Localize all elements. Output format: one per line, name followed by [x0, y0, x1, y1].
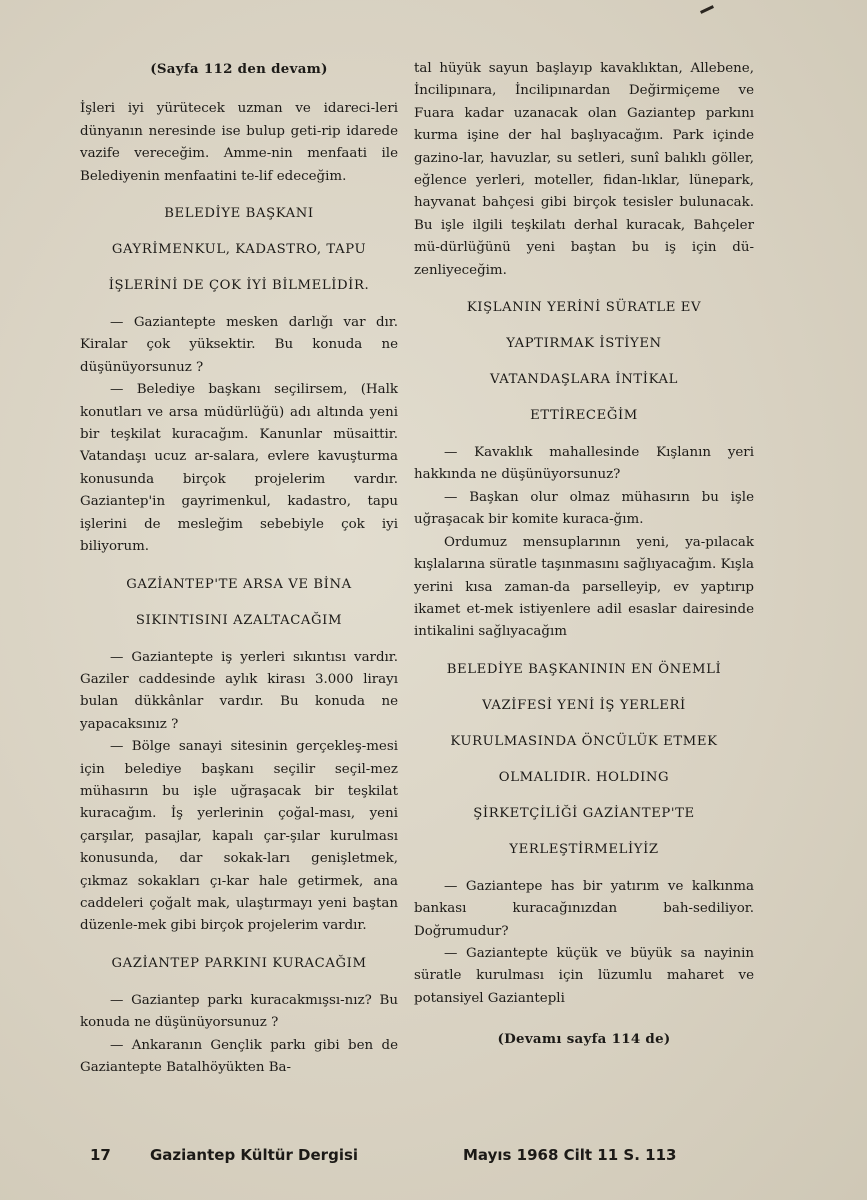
issue-info: Mayıs 1968 Cilt 11 S. 113: [463, 1146, 677, 1164]
heading-line: GAZİANTEP PARKINI KURACAĞIM: [111, 955, 367, 971]
heading-holding: [414, 652, 754, 868]
paragraph-intro: İşleri iyi yürütecek uzman ve idareci-leri dünyanın neresinde ise bulup geti-rip idarede vazife vereceğim. Amme-nin menfaati ile Belediyenin menfaatini te-lif edeceğim.: [80, 101, 398, 184]
question-housing: — Gaziantepte mesken darlığı var dır. Kiralar çok yüksektir. Bu konuda ne düşünüyorsunuz ?: [80, 315, 398, 375]
question-barracks: — Kavaklık mahallesinde Kışlanın yeri hakkında ne düşünüyorsunuz?: [414, 445, 754, 483]
heading-mayor-real-estate: [80, 196, 398, 304]
heading-line: KIŞLANIN YERİNİ SÜRATLE EV: [466, 300, 702, 316]
heading-barracks: [414, 290, 754, 434]
heading-land-shortage: [80, 567, 398, 639]
question-workplaces: — Gaziantepte iş yerleri sıkıntısı vardır. Gaziler caddesinde aylık kirası 3.000 lirayı bulan dükkânlar vardır. Bu konuda ne yapacaksınız ?: [80, 649, 398, 732]
heading-line: YERLEŞTİRMELİYİZ: [509, 841, 659, 857]
answer-park-start: — Ankaranın Gençlik parkı gibi ben de Gaziantepte Batalhöyükten Ba-: [80, 1037, 398, 1075]
page-number: 17: [90, 1146, 111, 1164]
answer-barracks-2: Ordumuz mensuplarının yeni, ya-pılacak kışlalarına süratle taşınmasını sağlıyacağım. Kışla yerini kısa zaman-da parselleyip, ev yaptırıp ikamet et-mek istiyenlere adil esaslar dairesinde intikalini sağlıyacağım: [414, 534, 754, 640]
continued-note: (Sayfa 112 den devam): [150, 61, 328, 77]
page-footer: [0, 1146, 867, 1176]
ink-mark: [700, 5, 714, 14]
heading-park: [80, 946, 398, 982]
answer-bank: — Gaziantepte küçük ve büyük sa nayinin süratle kurulması için lüzumlu maharet ve potansiyel Gaziantepli: [414, 945, 754, 1006]
heading-line: SIKINTISINI AZALTACAĞIM: [135, 612, 343, 628]
heading-line: KURULMASINDA ÖNCÜLÜK ETMEK: [450, 733, 718, 749]
heading-line: VATANDAŞLARA İNTİKAL: [490, 372, 678, 388]
question-park: — Gaziantep parkı kuracakmışsı-nız? Bu konuda ne düşünüyorsunuz ?: [80, 992, 398, 1031]
heading-line: GAYRİMENKUL, KADASTRO, TAPU: [111, 242, 367, 258]
right-column: [414, 58, 754, 1069]
answer-housing: — Belediye başkanı seçilirsem, (Halk konutları ve arsa müdürlüğü) adı altında yeni bir teşkilat kuracağım. Kanunlar müsaittir. Vatandaşı ucuz ar-salara, evlere kavuşturma konusunda birçok projelerim vardır. Gaziantep'in gayrimenkul, kadastro, tapu işlerini de mesleğim sebebiyle çok iyi biliyorum.: [80, 382, 398, 555]
answer-workplaces: — Bölge sanayi sitesinin gerçekleş-mesi için belediye başkanı seçilir seçil-mez mühasırın bu işle uğraşacak bir teşkilat kuracağım. İş yerlerinin çoğal-ması, yeni çarşılar, pasajlar, kapalı çar-şılar kurulması konusunda, dar sokak-ları genişletmek, çıkmaz sokakları çı-kar hale getirmek, ana caddeleri çoğalt mak, ulaştırmayı yeni baştan düzenle-mek gibi birçok projelerim vardır.: [80, 739, 398, 934]
heading-line: OLMALIDIR. HOLDING: [498, 769, 670, 785]
heading-line: ŞİRKETÇİLİĞİ GAZİANTEP'TE: [473, 805, 695, 821]
left-column: [80, 58, 398, 1079]
heading-line: ETTİRECEĞİM: [530, 408, 638, 424]
magazine-name: Gaziantep Kültür Dergisi: [150, 1146, 359, 1164]
answer-park-continued: tal hüyük sayun başlayıp kavaklıktan, Allebene, İncilipınara, İncilipınardan Değirmiçeme ve Fuara kadar uzanacak olan Gaziantep parkını kurma işine der hal başlıyacağım. Park içinde gazino-lar, havuzlar, su setleri, sunî balıklı göller, eğlence yerleri, moteller, fidan-lıklar, lünepark, hayvanat bahçesi gibi birçok tesisler bulunacak. Bu işle ilgili teşkilatı derhal kuracak, Bahçeler mü-dürlüğünü yeni baştan bu iş için dü-zenliyeceğim.: [414, 61, 754, 278]
continued-next-page: (Devamı sayfa 114 de): [497, 1031, 671, 1048]
answer-barracks-1: — Başkan olur olmaz mühasırın bu işle uğraşacak bir komite kuraca-ğım.: [414, 489, 754, 528]
heading-line: YAPTIRMAK İSTİYEN: [506, 336, 662, 352]
heading-line: BELEDİYE BAŞKANININ EN ÖNEMLİ: [446, 661, 722, 677]
question-bank: — Gaziantepe has bir yatırım ve kalkınma bankası kuracağınızdan bah-sediliyor. Doğrumudur?: [414, 878, 754, 939]
heading-line: İŞLERİNİ DE ÇOK İYİ BİLMELİDİR.: [108, 278, 370, 294]
heading-line: VAZİFESİ YENİ İŞ YERLERİ: [482, 697, 686, 713]
heading-line: BELEDİYE BAŞKANI: [164, 206, 314, 222]
heading-line: GAZİANTEP'TE ARSA VE BİNA: [126, 576, 352, 592]
